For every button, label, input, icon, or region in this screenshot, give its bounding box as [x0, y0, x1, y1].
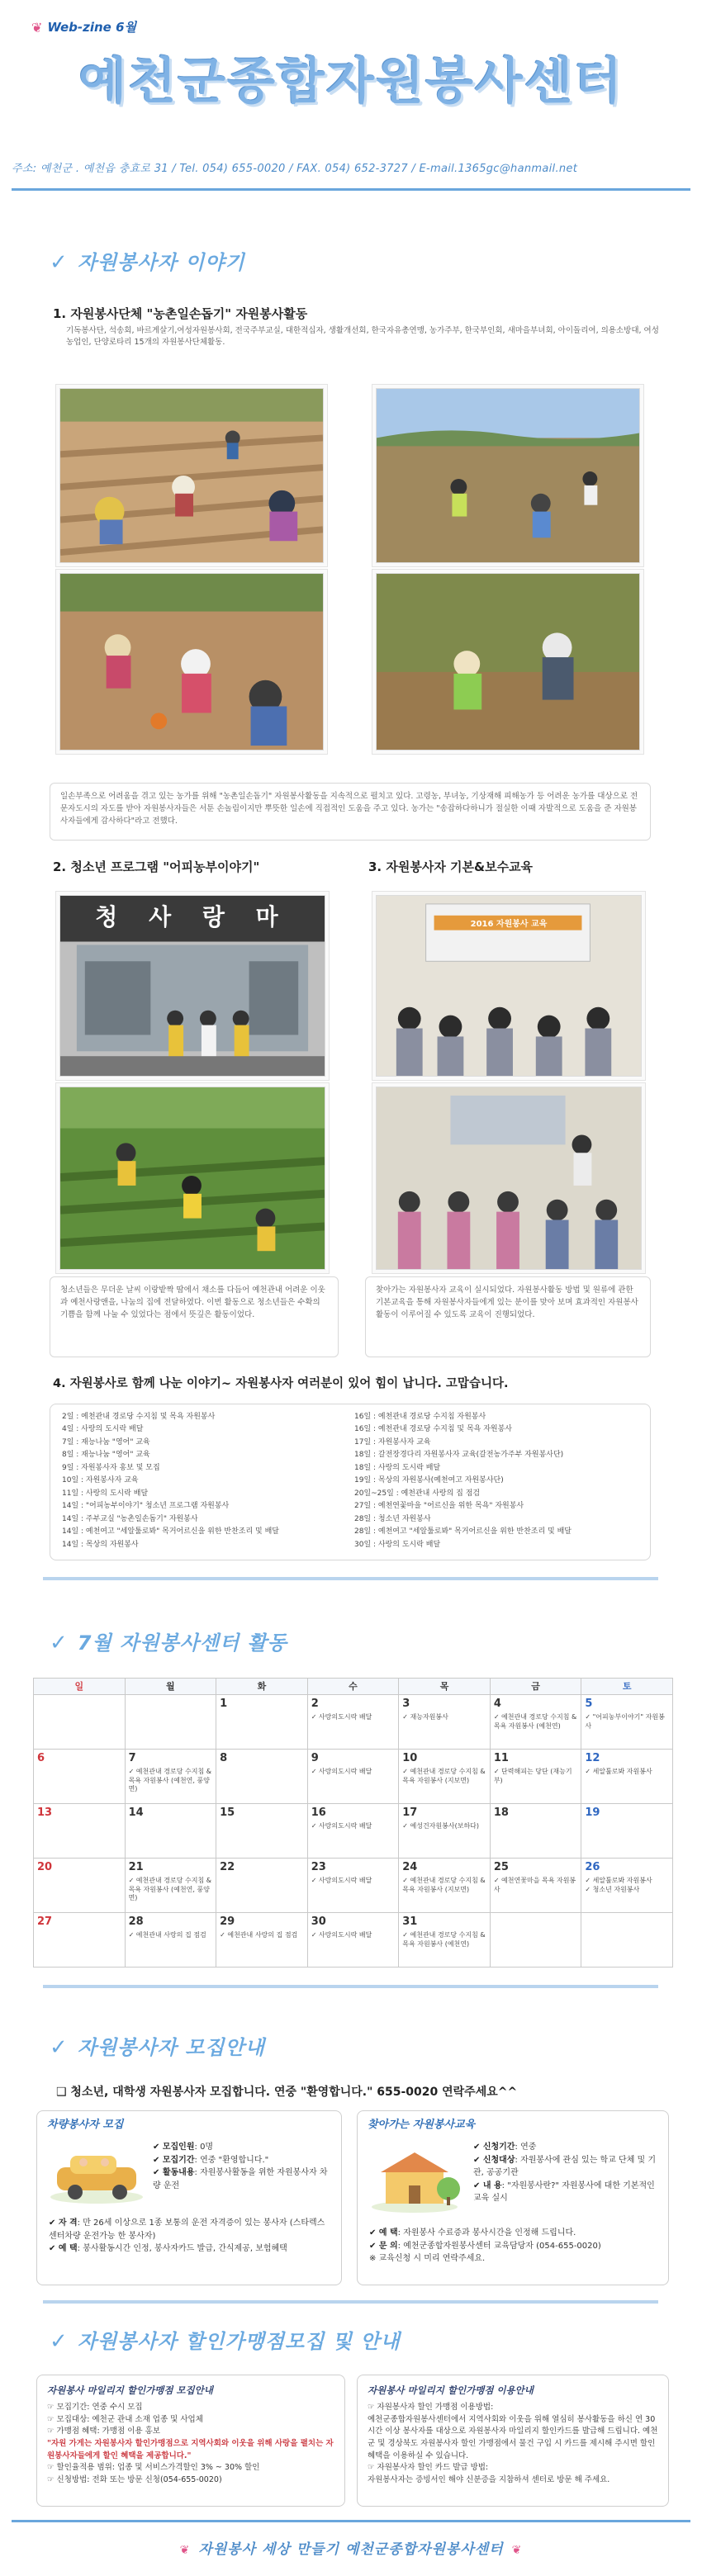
recruit-row-value: : 자원봉사활동을 위한 자원봉사자 차량 운전	[153, 2168, 328, 2190]
calendar-weekday: 월	[125, 1679, 216, 1695]
s1-description	[50, 783, 651, 841]
recruit-row-value: : 만 26세 이상으로 1종 보통의 운전 자격증이 있는 봉사자 (스타렉스 센터차량 운전가능 한 봉사자)	[49, 2218, 325, 2241]
s3-title: 3. 자원봉사자 기본&보수교육	[368, 859, 534, 874]
calendar-day-cell	[216, 1913, 308, 1968]
activity-list-item: 27일 : 예천연꽃마을 "어르신을 위한 목욕" 자원봉사	[354, 1502, 524, 1511]
calendar-section-header	[50, 1628, 287, 1660]
calendar-weekday: 수	[307, 1679, 399, 1695]
recruit-row	[473, 2141, 662, 2154]
recruit-row-label: ✔ 예 택	[369, 2228, 398, 2237]
calendar-day-number: 18	[493, 1807, 509, 1819]
merchant-recruit-box	[36, 2375, 345, 2507]
calendar-day-number: 30	[311, 1915, 326, 1928]
recruit-row-label: ✔ 문 의	[369, 2241, 398, 2251]
calendar-day-number: 25	[493, 1861, 509, 1873]
education-recruit-top-rows	[473, 2141, 662, 2205]
story-section-title: 자원봉사자 이야기	[77, 251, 245, 275]
farm-photo-1	[59, 388, 324, 563]
calendar-event: ✓ 예천관내 경로당 수지침 & 목욕 자원봉사 (예천연)	[402, 1930, 486, 1948]
calendar-event: ✓ 사랑의도시락 배달	[311, 1712, 372, 1721]
calendar-event: ✓ 예천관내 경로당 수지침 & 목욕 자원봉사 (지보면)	[402, 1876, 486, 1893]
calendar-event: ✓ 재능자원봉사	[402, 1712, 448, 1721]
calendar-day-cell	[490, 1859, 581, 1913]
heart-icon: ❦	[511, 2544, 523, 2557]
calendar-day-number: 27	[37, 1915, 53, 1928]
calendar-day-cell	[490, 1913, 581, 1968]
check-icon: ✓	[50, 1631, 68, 1655]
recruit-row	[153, 2166, 334, 2192]
calendar-week	[34, 1750, 673, 1804]
activity-list-left	[62, 1411, 346, 1553]
recruit-row-label: ✔ 자 격	[49, 2218, 78, 2228]
recruit-row-label: ✔ 예 택	[49, 2244, 78, 2253]
activity-list-item: 4일 : 사랑의 도시락 배달	[62, 1425, 144, 1434]
calendar-day-cell	[34, 1695, 126, 1750]
discount-line: ☞ 할인율적용 범위: 업종 및 서비스가격할인 3% ~ 30% 할인	[47, 2463, 260, 2473]
calendar-day-cell	[216, 1695, 308, 1750]
calendar-event: ✓ 예성건자원봉사(보하다)	[402, 1821, 480, 1830]
recruit-row-label: ✔ 신청기간	[473, 2143, 515, 2152]
webzine-badge	[31, 18, 136, 37]
recruit-row-value: : "자원봉사란?" 자원봉사에 대한 기본적인 교육 실시	[473, 2181, 655, 2203]
activity-calendar	[33, 1678, 673, 1968]
youth-photo-2	[59, 1087, 325, 1270]
calendar-day-number: 10	[402, 1752, 418, 1764]
calendar-day-cell	[307, 1913, 399, 1968]
calendar-day-cell	[34, 1750, 126, 1804]
calendar-weekday: 토	[581, 1679, 673, 1695]
recruit-headline: ❑ 청소년, 대학생 자원봉사자 모집합니다. 연중 "환영합니다." 655-0020 연락주세요^^	[56, 2086, 518, 2099]
section-divider-2	[43, 1985, 658, 1988]
calendar-day-cell	[125, 1695, 216, 1750]
calendar-event: ✓ 예천관내 경로당 수지침 & 목욕 자원봉사 (지보면)	[402, 1767, 486, 1784]
recruit-row-label: ✔ 활동내용	[153, 2168, 195, 2177]
school-illustration-icon	[369, 2147, 460, 2214]
recruit-row	[369, 2252, 662, 2266]
calendar-event: ✓ 단력해피는 당단 (재능기부)	[493, 1767, 572, 1784]
activity-list-item: 16일 : 예천관내 경로당 수지침 자원봉사	[354, 1413, 486, 1421]
calendar-day-number: 17	[402, 1807, 418, 1819]
activity-list-item: 2일 : 예천관내 경로당 수지침 및 목욕 자원봉사	[62, 1413, 216, 1421]
education-recruit-title: 찾아가는 자원봉사교육	[368, 2119, 476, 2131]
discount-section-header	[50, 2327, 401, 2358]
check-icon: ✓	[50, 250, 68, 275]
activity-list-item: 14일 : "어피농부이야기" 청소년 프로그램 자원봉사	[62, 1502, 230, 1511]
calendar-day-number: 19	[585, 1807, 600, 1819]
discount-line: 예천군종합자원봉사센터에서 지역사회와 이웃을 위해 열심히 봉사활동을 하신 연 30시간 이상 봉사자를 대상으로 자원봉사자 마일리지 할인카드를 발급해 드립니다. 예천군 및 경상북도 자원봉사자 할인 가맹점에서 물건 구입 시 카드를 제시해 주시면 할인 혜택을 이용하실 수 있습니다.	[368, 2414, 658, 2460]
driver-recruit-top-rows	[153, 2141, 334, 2192]
calendar-day-cell	[34, 1804, 126, 1859]
calendar-day-number: 1	[220, 1698, 228, 1710]
education-banner: 2016 자원봉사 교육	[470, 920, 548, 929]
discount-line: ☞ 신청방법: 전화 또는 방문 신청(054-655-0020)	[47, 2475, 222, 2485]
merchant-recruit-lines	[47, 2402, 334, 2487]
recruit-row-value: : 0명	[194, 2143, 214, 2152]
activity-list	[50, 1404, 651, 1560]
farm-photo-2	[59, 573, 324, 751]
calendar-day-cell	[125, 1913, 216, 1968]
calendar-event: ✓ 세알툴로봐 자원봉사	[585, 1876, 652, 1884]
activity-list-item: 18일 : 갈전장경다리 자원봉사자 교육(갈전농가주부 자원봉사단)	[354, 1451, 564, 1460]
calendar-day-cell	[216, 1859, 308, 1913]
section-divider-1	[43, 1577, 658, 1580]
merchant-usage-lines	[368, 2402, 658, 2487]
calendar-day-number: 2	[311, 1698, 319, 1710]
calendar-event: ✓ 예천관내 경로당 수지침 & 목욕 자원봉사 (예천연)	[493, 1712, 577, 1730]
calendar-event: ✓ 예천관내 사랑의 집 점검	[128, 1930, 206, 1939]
calendar-day-cell	[34, 1913, 126, 1968]
calendar-day-number: 7	[128, 1752, 136, 1764]
calendar-event: ✓ 예천관내 사랑의 집 점검	[220, 1930, 298, 1939]
recruit-section-title: 자원봉사자 모집안내	[77, 2036, 265, 2060]
header-divider	[12, 188, 690, 191]
calendar-day-number: 16	[311, 1807, 326, 1819]
activity-list-item: 28일 : 청소년 자원봉사	[354, 1514, 431, 1523]
calendar-event: ✓ 예천관내 경로당 수지침 & 목욕 자원봉사 (예천연, 풍양면)	[128, 1876, 211, 1902]
activity-list-item: 14일 : 예천여고 "세알툴로봐" 목거어르신을 위한 반찬조리 및 배달	[62, 1527, 280, 1537]
education-recruit-bottom-rows	[369, 2227, 662, 2266]
s1-description-text: 일손부족으로 어려움을 겪고 있는 농가를 위해 "농촌일손돕기" 자원봉사활동을 지속적으로 펼치고 있다. 고령농, 부녀농, 기상재해 피해농가 등 어려운 농가를 대상으로 전문자도시의 자도를 받아 자원봉사자들은 서툰 손놀림이지만 뿌뜻한 일손에 직접적인 도움을 주고 있다. 농가는 "송잡하다하니가 절실한 이때 자발적으로 도움을 준 자원봉사자들에게 감사하다"라고 전했다.	[60, 792, 638, 826]
heart-icon: ❦	[31, 20, 43, 36]
recruit-row	[49, 2242, 334, 2256]
webzine-label: Web-zine 6월	[47, 19, 137, 35]
calendar-day-cell	[307, 1750, 399, 1804]
recruit-row	[369, 2227, 662, 2240]
merchant-usage-title: 자원봉사 마일리지 할인가맹점 이용안내	[368, 2384, 534, 2396]
calendar-day-cell	[581, 1859, 673, 1913]
calendar-day-cell	[216, 1804, 308, 1859]
calendar-weekday: 목	[399, 1679, 491, 1695]
discount-section-title: 자원봉사자 할인가맹점모집 및 안내	[77, 2330, 401, 2354]
s4-title: 4. 자원봉사로 함께 나눈 이야기~ 자원봉사자 여러분이 있어 힘이 납니다. 고맙습니다.	[53, 1377, 509, 1390]
calendar-day-number: 4	[493, 1698, 501, 1710]
calendar-day-cell	[307, 1804, 399, 1859]
calendar-event: ✓ 청소년 자원봉사	[585, 1885, 640, 1893]
calendar-day-cell	[399, 1804, 491, 1859]
activity-list-item: 9일 : 자원봉사자 홍보 및 모집	[62, 1463, 160, 1472]
activity-list-item: 30일 : 사랑의 도시락 배달	[354, 1540, 441, 1549]
calendar-event: ✓ 사랑의도시락 배달	[311, 1767, 372, 1775]
recruit-row	[49, 2217, 334, 2242]
s2-title: 2. 청소년 프로그램 "어피농부이야기"	[53, 859, 260, 874]
calendar-day-cell	[581, 1804, 673, 1859]
calendar-day-number: 28	[128, 1915, 144, 1928]
discount-line: 자원봉사자는 증빙서인 해야 신분증을 지참하셔 센터로 방문 해 주세요.	[368, 2475, 610, 2485]
discount-line: ☞ 자원봉사자 할인 가맹점 이용방법:	[368, 2402, 494, 2412]
recruit-row-label: ✔ 모집인원	[153, 2143, 195, 2152]
discount-line: ☞ 모집대상: 예천군 관내 소재 업종 및 사업체	[47, 2414, 203, 2424]
calendar-weekday: 금	[490, 1679, 581, 1695]
footer-divider	[12, 2520, 690, 2522]
section-divider-3	[43, 2300, 658, 2304]
calendar-day-cell	[125, 1859, 216, 1913]
calendar-event: ✓ 사랑의도시락 배달	[311, 1876, 372, 1884]
discount-line: ☞ 모집기간: 연중 수시 모집	[47, 2402, 143, 2412]
s1-orgs: 기독봉사단, 석송회, 바르게살기,여성자원봉사회, 전국주부교실, 대한적십자, 생활개선회, 한국자유총연맹, 농가주부, 한국부인회, 새마을부녀회, 아이돌리여, 의용소방대, 여성농업인, 단양로타리 15개의 자원봉사단체활동.	[66, 326, 659, 347]
calendar-day-cell	[399, 1695, 491, 1750]
activity-list-item: 14일 : 주부교실 "농촌일손돕기" 자원봉사	[62, 1514, 198, 1523]
discount-line: ☞ 자원봉사자 할인 카드 발급 방법:	[368, 2463, 489, 2473]
calendar-weekdays	[34, 1679, 673, 1695]
farm-photo-4	[376, 573, 640, 751]
calendar-day-number: 3	[402, 1698, 410, 1710]
s3-description	[365, 1276, 651, 1357]
activity-list-item: 20일~25일 : 예천관내 사랑의 집 점검	[354, 1489, 481, 1498]
activity-list-item: 7일 : 재능나눔 "영어" 교육	[62, 1437, 150, 1447]
calendar-week	[34, 1804, 673, 1859]
activity-list-item: 8일 : 재능나눔 "영어" 교육	[62, 1451, 150, 1460]
calendar-weekday: 화	[216, 1679, 308, 1695]
header	[0, 0, 702, 202]
calendar-day-cell	[490, 1804, 581, 1859]
check-icon: ✓	[50, 2035, 68, 2060]
calendar-day-number: 22	[220, 1861, 235, 1873]
calendar-day-number: 14	[128, 1807, 144, 1819]
youth-photo-1	[59, 895, 325, 1077]
recruit-row-label: ✔ 모집기간	[153, 2155, 195, 2165]
calendar-day-number: 15	[220, 1807, 235, 1819]
education-photo-2	[376, 1087, 642, 1270]
education-recruit-box	[357, 2110, 669, 2285]
recruit-row-value: : 연중	[515, 2143, 537, 2152]
calendar-event: ✓ 예천관내 경로당 수지침 & 목욕 자원봉사 (예천연, 풍양면)	[128, 1767, 211, 1793]
contact-address: 주소: 예천군 . 예천읍 충효로 31 / Tel. 054) 655-0020 / FAX. 054) 652-3727 / E-mail.1365gc@hanmail.net	[12, 163, 578, 175]
calendar-day-cell	[581, 1750, 673, 1804]
calendar-event: ✓ 사랑의도시락 배달	[311, 1821, 372, 1830]
calendar-week	[34, 1913, 673, 1968]
calendar-day-number: 12	[585, 1752, 600, 1764]
calendar-day-number: 29	[220, 1915, 235, 1928]
calendar-day-number: 21	[128, 1861, 144, 1873]
calendar-day-number: 8	[220, 1752, 228, 1764]
recruit-row-value: : 자원봉사에 관심 있는 학교 단체 및 기관, 공공기관	[473, 2155, 657, 2177]
calendar-day-number: 11	[493, 1752, 509, 1764]
calendar-day-cell	[399, 1913, 491, 1968]
recruit-row-value: : 봉사활동시간 인정, 봉사자카드 발급, 간식제공, 보험혜택	[77, 2244, 287, 2253]
s2-description-text: 청소년들은 무더운 날씨 이랑밭짝 땀에서 채소를 다듬어 예천관내 어려운 이웃과 예천사랑앤을, 나눔의 집에 전달하였다. 이번 활동으로 청소년들은 수확의 기쁨을 함께 나눌 수 있었다는 점에서 뜻깊은 활동이었다.	[60, 1286, 325, 1320]
recruit-row-value: ※ 교육신청 시 미리 연락주세요.	[369, 2254, 486, 2263]
calendar-day-cell	[34, 1859, 126, 1913]
s1-title: 1. 자원봉사단체 "농촌일손돕기" 자원봉사활동	[53, 306, 308, 321]
activity-list-item: 18일 : 사랑의 도시락 배달	[354, 1463, 441, 1472]
calendar-day-cell	[125, 1750, 216, 1804]
calendar-day-cell	[490, 1750, 581, 1804]
activity-list-item: 14일 : 목상의 자원봉사	[62, 1540, 139, 1549]
activity-list-item: 11일 : 사랑의 도시락 배달	[62, 1489, 149, 1498]
driver-recruit-title: 차량봉사자 모집	[47, 2119, 124, 2131]
calendar-week	[34, 1859, 673, 1913]
recruit-row	[369, 2240, 662, 2253]
merchant-recruit-title: 자원봉사 마일리지 할인가맹점 모집안내	[47, 2384, 213, 2396]
calendar-day-number: 23	[311, 1861, 326, 1873]
activity-list-item: 10일 : 자원봉사자 교육	[62, 1476, 139, 1485]
story-section-header	[50, 248, 245, 279]
discount-line: ☞ 가맹점 혜택: 가맹점 이용 홍보	[47, 2427, 160, 2436]
youth-building-sign: 청 사 랑 마	[95, 903, 290, 930]
merchant-usage-box	[357, 2375, 669, 2507]
calendar-day-number: 31	[402, 1915, 418, 1928]
recruit-row-label: ✔ 내 용	[473, 2181, 502, 2190]
calendar-section-title: 7월 자원봉사센터 활동	[77, 1631, 287, 1655]
car-illustration-icon	[47, 2143, 146, 2205]
calendar-day-cell	[216, 1750, 308, 1804]
check-icon: ✓	[50, 2329, 68, 2354]
calendar-day-cell	[490, 1695, 581, 1750]
footer	[0, 2540, 702, 2560]
calendar-day-number: 6	[37, 1752, 45, 1764]
heart-icon: ❦	[179, 2544, 191, 2557]
calendar-event: ✓ 사랑의도시락 배달	[311, 1930, 372, 1939]
calendar-day-cell	[307, 1695, 399, 1750]
activity-list-item: 16일 : 예천관내 경로당 수지침 및 목욕 자원봉사	[354, 1425, 513, 1434]
activity-list-item: 17일 : 자원봉사자 교육	[354, 1437, 431, 1447]
recruit-row-value: : 자원봉사 수료증과 봉사시간을 인정해 드립니다.	[397, 2228, 576, 2237]
calendar-day-number: 13	[37, 1807, 53, 1819]
calendar-weekday: 일	[34, 1679, 126, 1695]
s3-description-text: 찾아가는 자원봉사자 교육이 실시되었다. 자원봉사활동 방법 및 원류에 관한 기본교육을 통해 자원봉사자들에게 있는 분이를 맞아 보며 효과적인 자원봉사활동이 이루어질 수 있도록 교육이 진행되었다.	[376, 1286, 638, 1320]
recruit-row	[473, 2180, 662, 2205]
driver-recruit-box	[36, 2110, 342, 2285]
calendar-event: ✓ 세알툴로봐 자원봉사	[585, 1767, 652, 1775]
farm-photo-3	[376, 388, 640, 563]
calendar-event: ✓ 예천연꽃마을 목욕 자원봉사	[493, 1876, 576, 1893]
discount-line: "자원 가게는 자원봉사자 할인가맹점으로 지역사회와 이웃을 위해 사랑을 펼치는 자원봉사자들에게 할인 혜택을 제공합니다."	[47, 2438, 334, 2460]
calendar-day-cell	[399, 1750, 491, 1804]
footer-text: 자원봉사 세상 만들기 예천군종합자원봉사센터	[198, 2541, 504, 2558]
recruit-row-label: ✔ 신청대상	[473, 2155, 515, 2165]
calendar-week	[34, 1695, 673, 1750]
recruit-row	[153, 2154, 334, 2167]
activity-list-right	[354, 1411, 638, 1553]
s2-description	[50, 1276, 339, 1357]
calendar-day-number: 20	[37, 1861, 53, 1873]
recruit-row	[153, 2141, 334, 2154]
calendar-day-number: 24	[402, 1861, 418, 1873]
center-title: 예천군종합자원봉사센터	[78, 53, 624, 111]
calendar-day-cell	[399, 1859, 491, 1913]
driver-recruit-bottom-rows	[49, 2217, 334, 2256]
recruit-row-value: : 연중 "환영합니다."	[194, 2155, 269, 2165]
education-photo-1	[376, 895, 642, 1077]
calendar-day-cell	[307, 1859, 399, 1913]
calendar-day-cell	[581, 1913, 673, 1968]
calendar-day-cell	[125, 1804, 216, 1859]
activity-list-item: 19일 : 목상의 자원봉사(예천여고 자원봉사단)	[354, 1476, 504, 1485]
calendar-event: ✓ "어피농부이야기" 자원봉사	[585, 1712, 665, 1730]
recruit-row	[473, 2154, 662, 2180]
calendar-day-number: 5	[585, 1698, 593, 1710]
calendar-day-cell	[581, 1695, 673, 1750]
recruit-section-header	[50, 2033, 265, 2064]
activity-list-item: 28일 : 예천여고 "세알툴로봐" 목거어르신을 위한 반찬조리 및 배달	[354, 1527, 572, 1537]
calendar-day-number: 26	[585, 1861, 600, 1873]
calendar-day-number: 9	[311, 1752, 319, 1764]
recruit-row-value: : 예천군종합자원봉사센터 교육담당자 (054-655-0020)	[397, 2241, 601, 2251]
